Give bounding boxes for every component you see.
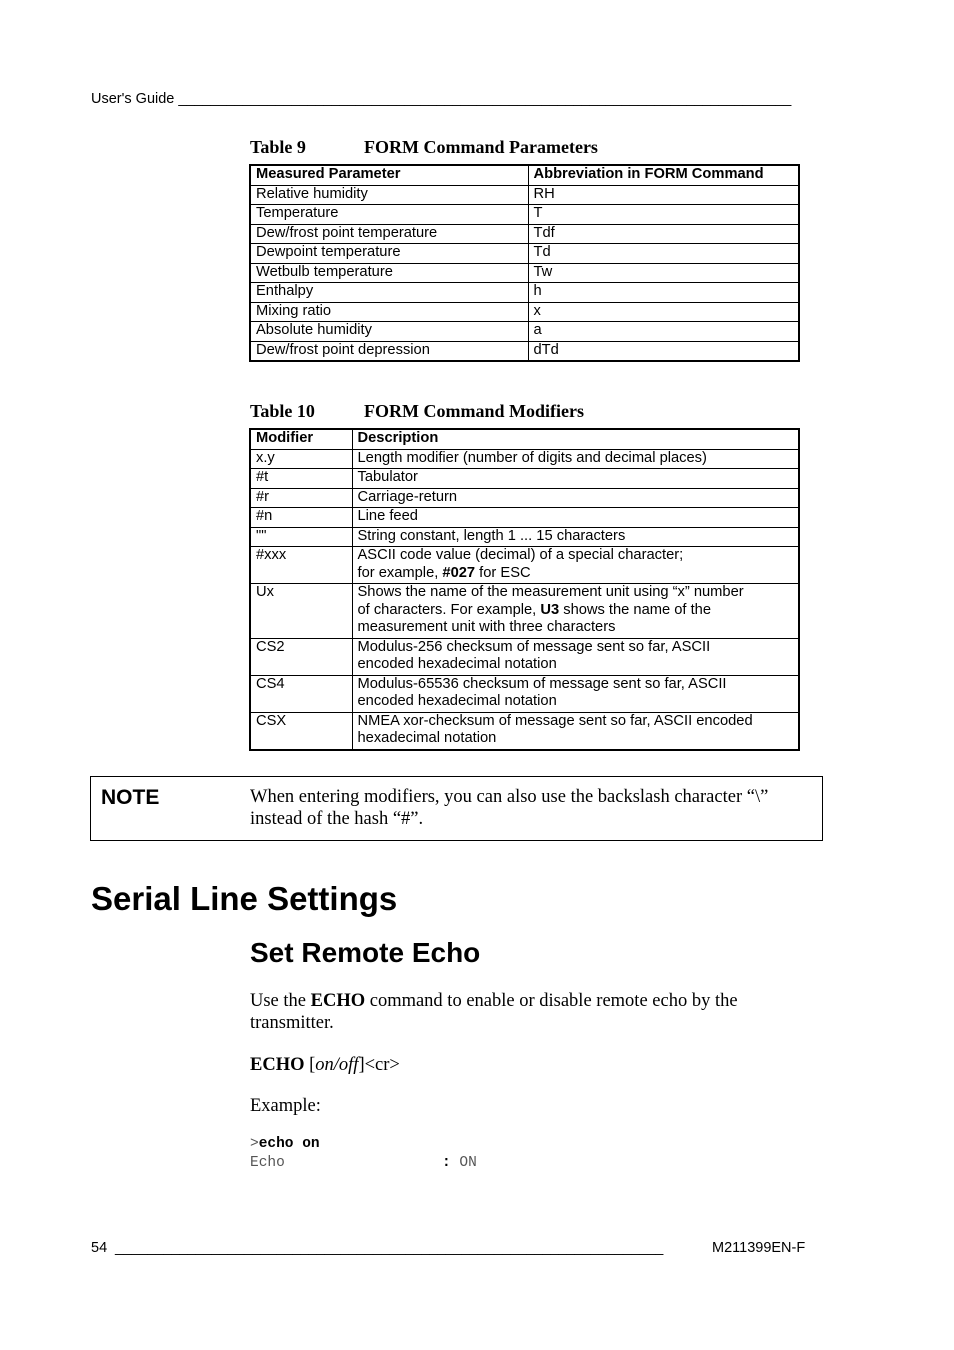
table10-number: Table 10 <box>250 401 315 421</box>
running-header: User's Guide ____________________________________________________________________________ <box>91 91 792 107</box>
description-cell <box>352 547 799 584</box>
description-cell <box>352 584 799 639</box>
note-label: NOTE <box>101 786 160 809</box>
parameter-cell: Enthalpy <box>250 283 528 303</box>
syntax-suffix: ]<cr> <box>358 1055 400 1075</box>
parameter-cell: Mixing ratio <box>250 302 528 322</box>
command-name: ECHO <box>310 991 366 1011</box>
parameter-cell: Relative humidity <box>250 185 528 205</box>
code-output-value <box>442 1155 477 1171</box>
description-cell <box>352 712 799 750</box>
parameter-cell: Dew/frost point temperature <box>250 224 528 244</box>
table-header-row <box>250 429 799 449</box>
table-row <box>250 488 799 508</box>
modifier-cell: #r <box>250 488 352 508</box>
description-line: hexadecimal notation <box>357 730 497 746</box>
table-row <box>250 547 799 584</box>
column-header: Description <box>352 429 799 449</box>
description-line: NMEA xor-checksum of message sent so far, ASCII encoded <box>357 712 753 729</box>
section-title: Serial Line Settings <box>91 880 398 917</box>
code-command: echo on <box>258 1136 320 1152</box>
form-modifiers-table <box>249 428 800 751</box>
description-line: ASCII code value (decimal) of a special character; <box>357 547 684 563</box>
description-bold: U3 <box>540 601 560 618</box>
table-row <box>250 283 799 303</box>
table10-caption <box>250 401 798 423</box>
table-row <box>250 224 799 244</box>
column-header: Modifier <box>250 429 352 449</box>
description-bold: #027 <box>442 564 476 581</box>
table-row <box>250 527 799 547</box>
footer-rule: ____________________________________________________________________ <box>115 1240 664 1256</box>
command-syntax <box>250 1054 400 1076</box>
description-text: for example, <box>357 564 443 581</box>
abbreviation-cell: x <box>528 302 799 322</box>
abbreviation-cell: RH <box>528 185 799 205</box>
table9-caption <box>250 137 798 159</box>
syntax-command: ECHO <box>250 1055 305 1075</box>
table-row <box>250 638 799 675</box>
table-row <box>250 185 799 205</box>
modifier-cell: x.y <box>250 449 352 469</box>
abbreviation-cell: a <box>528 322 799 342</box>
description-cell <box>352 638 799 675</box>
column-header: Measured Parameter <box>250 165 528 185</box>
description-cell: Line feed <box>352 508 799 528</box>
table10-title: FORM Command Modifiers <box>364 401 584 421</box>
example-label: Example: <box>250 1096 321 1116</box>
modifier-cell: CS4 <box>250 675 352 712</box>
code-input-line <box>250 1136 320 1152</box>
code-prompt: > <box>250 1136 259 1152</box>
modifier-cell: Ux <box>250 584 352 639</box>
modifier-cell: CS2 <box>250 638 352 675</box>
description-text: of characters. For example, <box>357 601 541 618</box>
modifier-cell: #n <box>250 508 352 528</box>
table-row <box>250 205 799 225</box>
description-cell: Carriage-return <box>352 488 799 508</box>
parameter-cell: Wetbulb temperature <box>250 263 528 283</box>
table-row <box>250 508 799 528</box>
syntax-bracket: [ <box>304 1055 316 1075</box>
paragraph-text: transmitter. <box>250 1013 334 1033</box>
code-value: ON <box>459 1155 477 1171</box>
description-line: Shows the name of the measurement unit using “x” number <box>357 584 744 600</box>
description-cell: Tabulator <box>352 469 799 489</box>
table-row <box>250 712 799 750</box>
note-text <box>250 786 810 830</box>
description-line: measurement unit with three characters <box>357 619 616 635</box>
page-number: 54 <box>91 1240 108 1256</box>
echo-description <box>250 990 810 1034</box>
table-row <box>250 322 799 342</box>
note-line: When entering modifiers, you can also use the backslash character “\” <box>250 787 769 807</box>
abbreviation-cell: dTd <box>528 341 799 361</box>
modifier-cell: #xxx <box>250 547 352 584</box>
modifier-cell: CSX <box>250 712 352 750</box>
abbreviation-cell: Td <box>528 244 799 264</box>
note-box <box>90 776 823 841</box>
parameter-cell: Absolute humidity <box>250 322 528 342</box>
parameter-cell: Temperature <box>250 205 528 225</box>
parameter-cell: Dew/frost point depression <box>250 341 528 361</box>
description-cell: String constant, length 1 ... 15 characters <box>352 527 799 547</box>
table9-number: Table 9 <box>250 137 306 157</box>
abbreviation-cell: Tw <box>528 263 799 283</box>
description-cell <box>352 675 799 712</box>
table-row <box>250 469 799 489</box>
note-line: instead of the hash “#”. <box>250 809 424 829</box>
document-code: M211399EN-F <box>712 1240 806 1256</box>
abbreviation-cell: T <box>528 205 799 225</box>
syntax-argument: on/off <box>315 1055 359 1075</box>
modifier-cell: "" <box>250 527 352 547</box>
form-parameters-table <box>249 164 800 362</box>
abbreviation-cell: Tdf <box>528 224 799 244</box>
description-text: shows the name of the <box>559 601 711 618</box>
table-row <box>250 584 799 639</box>
subsection-title: Set Remote Echo <box>250 937 481 968</box>
table-row <box>250 449 799 469</box>
parameter-cell: Dewpoint temperature <box>250 244 528 264</box>
table-row <box>250 302 799 322</box>
paragraph-text: Use the <box>250 991 311 1011</box>
description-text: for ESC <box>475 564 531 581</box>
abbreviation-cell: h <box>528 283 799 303</box>
table-header-row <box>250 165 799 185</box>
description-line: Modulus-65536 checksum of message sent so far, ASCII <box>357 675 727 692</box>
table-row <box>250 675 799 712</box>
description-line: encoded hexadecimal notation <box>357 693 557 709</box>
table9-title: FORM Command Parameters <box>364 137 598 157</box>
code-output-label: Echo <box>250 1155 285 1171</box>
table-row <box>250 244 799 264</box>
column-header: Abbreviation in FORM Command <box>528 165 799 185</box>
description-cell: Length modifier (number of digits and decimal places) <box>352 449 799 469</box>
description-line: Modulus-256 checksum of message sent so far, ASCII <box>357 638 711 655</box>
paragraph-text: command to enable or disable remote echo by the <box>365 991 738 1011</box>
table-row <box>250 341 799 361</box>
modifier-cell: #t <box>250 469 352 489</box>
table-row <box>250 263 799 283</box>
code-colon: : <box>442 1155 451 1171</box>
description-line: encoded hexadecimal notation <box>357 656 557 672</box>
